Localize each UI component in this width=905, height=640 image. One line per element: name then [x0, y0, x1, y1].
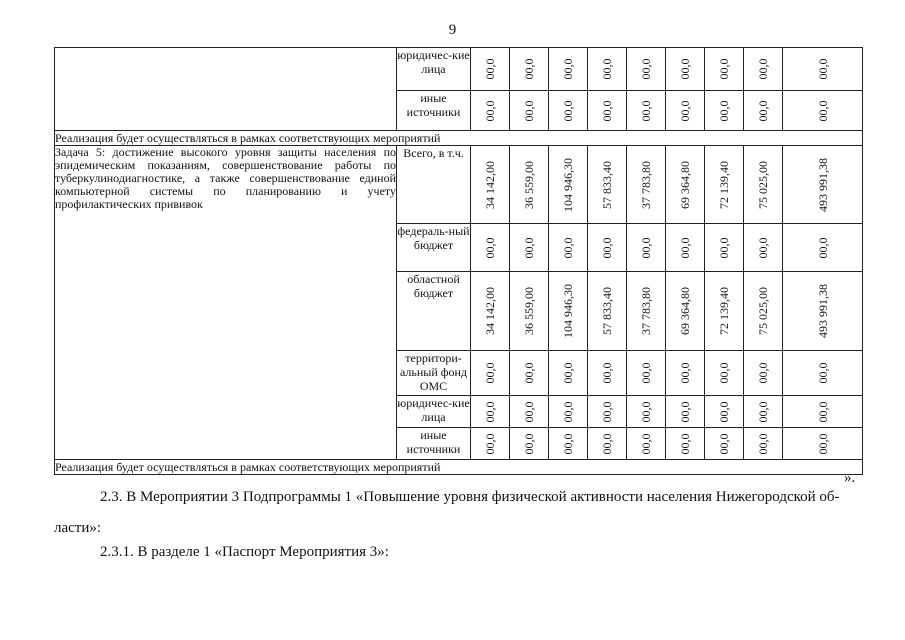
value-cell	[549, 48, 588, 91]
closing-quote: ».	[844, 470, 856, 486]
value-cell	[588, 146, 627, 224]
value-text: 00,0	[717, 100, 731, 121]
value-text: 00,0	[756, 433, 770, 454]
value-text: 00,0	[639, 401, 653, 422]
value-cell	[627, 91, 666, 131]
value-cell	[744, 224, 783, 272]
value-text: 36 559,00	[522, 160, 536, 209]
page-number: 9	[448, 22, 457, 38]
value-cell	[627, 146, 666, 224]
value-text: 00,0	[600, 100, 614, 121]
note-row	[55, 131, 863, 146]
value-text: 493 991,38	[815, 157, 830, 212]
value-text: 75 025,00	[756, 160, 770, 209]
paragraph-2-3-line-1: 2.3. В Мероприятии 3 Подпрограммы 1 «Повышение уровня физической активности населения Нижегородской об-	[100, 489, 840, 505]
value-cell	[666, 224, 705, 272]
value-text: 104 946,30	[561, 157, 575, 212]
value-cell	[783, 224, 863, 272]
value-cell	[783, 48, 863, 91]
budget-table	[54, 47, 863, 475]
value-text: 00,0	[600, 362, 614, 384]
value-cell	[549, 396, 588, 428]
value-text: 00,0	[483, 401, 497, 422]
value-text: 00,0	[815, 237, 830, 258]
value-cell	[705, 48, 744, 91]
value-cell	[783, 428, 863, 460]
note-text: Реализация будет осуществляться в рамках соответствующих мероприятий	[55, 131, 863, 146]
value-cell	[510, 224, 549, 272]
value-cell	[510, 351, 549, 396]
value-text: 00,0	[639, 433, 653, 454]
value-cell	[549, 428, 588, 460]
value-cell	[588, 224, 627, 272]
value-cell	[549, 351, 588, 396]
value-cell	[744, 351, 783, 396]
value-text: 00,0	[756, 237, 770, 258]
value-text: 34 142,00	[483, 160, 497, 209]
paragraph-2-3-line-2: ласти»:	[54, 520, 102, 536]
value-text: 00,0	[522, 100, 536, 121]
value-cell	[549, 146, 588, 224]
value-text: 57 833,40	[600, 287, 614, 335]
value-text: 00,0	[639, 362, 653, 384]
value-text: 00,0	[522, 401, 536, 422]
value-cell	[471, 272, 510, 351]
table-row	[55, 48, 863, 91]
value-text: 00,0	[561, 401, 575, 422]
value-text: 37 783,80	[639, 287, 653, 335]
value-text: 00,0	[815, 362, 830, 384]
value-text: 00,0	[678, 237, 692, 258]
value-cell	[627, 272, 666, 351]
value-text: 00,0	[639, 100, 653, 121]
value-text: 00,0	[600, 237, 614, 258]
funding-source: Всего, в т.ч.	[397, 146, 471, 224]
value-text: 36 559,00	[522, 287, 536, 335]
value-text: 69 364,80	[678, 287, 692, 335]
value-cell	[588, 91, 627, 131]
value-text: 00,0	[756, 401, 770, 422]
value-text: 00,0	[600, 58, 614, 80]
value-text: 00,0	[678, 100, 692, 121]
value-cell	[744, 428, 783, 460]
value-text: 00,0	[561, 433, 575, 454]
value-cell	[627, 224, 666, 272]
value-cell	[783, 272, 863, 351]
value-cell	[783, 91, 863, 131]
value-text: 34 142,00	[483, 287, 497, 335]
value-cell	[549, 91, 588, 131]
value-cell	[471, 48, 510, 91]
value-cell	[588, 428, 627, 460]
value-cell	[744, 91, 783, 131]
value-cell	[666, 91, 705, 131]
value-cell	[627, 428, 666, 460]
funding-source: юридичес-кие лица	[397, 48, 471, 91]
value-text: 00,0	[483, 433, 497, 454]
value-cell	[705, 351, 744, 396]
value-text: 00,0	[639, 58, 653, 80]
value-text: 00,0	[815, 58, 830, 80]
value-cell	[744, 48, 783, 91]
value-cell	[783, 351, 863, 396]
value-cell	[783, 396, 863, 428]
funding-source: иные источники	[397, 91, 471, 131]
value-text: 37 783,80	[639, 160, 653, 209]
value-cell	[705, 396, 744, 428]
value-cell	[666, 428, 705, 460]
value-text: 00,0	[717, 401, 731, 422]
value-text: 75 025,00	[756, 287, 770, 335]
value-cell	[666, 396, 705, 428]
value-text: 72 139,40	[717, 160, 731, 209]
value-text: 00,0	[815, 401, 830, 422]
note-row	[55, 460, 863, 475]
value-cell	[471, 224, 510, 272]
value-cell	[705, 272, 744, 351]
value-text: 00,0	[717, 433, 731, 454]
value-cell	[510, 48, 549, 91]
value-cell	[744, 272, 783, 351]
value-cell	[666, 48, 705, 91]
value-cell	[471, 428, 510, 460]
value-cell	[705, 146, 744, 224]
value-text: 00,0	[678, 362, 692, 384]
funding-source: федераль-ный бюджет	[397, 224, 471, 272]
value-text: 104 946,30	[561, 284, 575, 338]
value-cell	[510, 428, 549, 460]
value-text: 00,0	[522, 237, 536, 258]
value-text: 493 991,38	[815, 284, 830, 338]
value-cell	[705, 224, 744, 272]
funding-source: территори-альный фонд ОМС	[397, 351, 471, 396]
paragraph-2-3-1: 2.3.1. В разделе 1 «Паспорт Мероприятия 3»:	[100, 544, 389, 560]
value-cell	[471, 351, 510, 396]
value-cell	[627, 351, 666, 396]
value-cell	[666, 146, 705, 224]
value-text: 72 139,40	[717, 287, 731, 335]
value-cell	[471, 91, 510, 131]
funding-source: иные источники	[397, 428, 471, 460]
value-cell	[588, 272, 627, 351]
value-text: 00,0	[815, 433, 830, 454]
note-text: Реализация будет осуществляться в рамках соответствующих мероприятий	[55, 460, 863, 475]
value-cell	[744, 146, 783, 224]
value-text: 00,0	[639, 237, 653, 258]
task-description: Задача 5: достижение высокого уровня защиты населения по эпидемическим показаниям, совершенствование работы по туберкулинодиагностике, а также совершенствование единой компьютерной системы по планированию и учету профилактических прививок	[55, 146, 397, 460]
empty-task-cell	[55, 48, 397, 131]
value-cell	[588, 48, 627, 91]
value-cell	[666, 351, 705, 396]
value-text: 00,0	[717, 58, 731, 80]
value-text: 00,0	[678, 58, 692, 80]
value-text: 00,0	[717, 362, 731, 384]
value-text: 00,0	[600, 401, 614, 422]
value-cell	[510, 91, 549, 131]
value-text: 69 364,80	[678, 160, 692, 209]
value-text: 00,0	[561, 362, 575, 384]
value-cell	[705, 428, 744, 460]
value-cell	[510, 146, 549, 224]
value-text: 00,0	[756, 58, 770, 80]
value-cell	[627, 396, 666, 428]
value-cell	[510, 396, 549, 428]
value-text: 00,0	[483, 58, 497, 80]
value-text: 00,0	[678, 401, 692, 422]
funding-source: областной бюджет	[397, 272, 471, 351]
value-cell	[588, 396, 627, 428]
value-text: 00,0	[483, 362, 497, 384]
value-cell	[666, 272, 705, 351]
value-cell	[744, 396, 783, 428]
value-text: 00,0	[561, 100, 575, 121]
value-text: 00,0	[522, 362, 536, 384]
value-cell	[549, 272, 588, 351]
value-cell	[549, 224, 588, 272]
value-text: 00,0	[815, 100, 830, 121]
value-cell	[783, 146, 863, 224]
value-text: 00,0	[561, 237, 575, 258]
value-text: 00,0	[483, 100, 497, 121]
value-text: 57 833,40	[600, 160, 614, 209]
value-cell	[471, 396, 510, 428]
value-text: 00,0	[600, 433, 614, 454]
value-cell	[471, 146, 510, 224]
value-text: 00,0	[522, 58, 536, 80]
value-cell	[627, 48, 666, 91]
table-row	[55, 146, 863, 224]
value-text: 00,0	[756, 362, 770, 384]
value-text: 00,0	[561, 58, 575, 80]
value-cell	[588, 351, 627, 396]
value-cell	[510, 272, 549, 351]
funding-source: юридичес-кие лица	[397, 396, 471, 428]
value-cell	[705, 91, 744, 131]
value-text: 00,0	[522, 433, 536, 454]
value-text: 00,0	[678, 433, 692, 454]
value-text: 00,0	[756, 100, 770, 121]
value-text: 00,0	[483, 237, 497, 258]
value-text: 00,0	[717, 237, 731, 258]
